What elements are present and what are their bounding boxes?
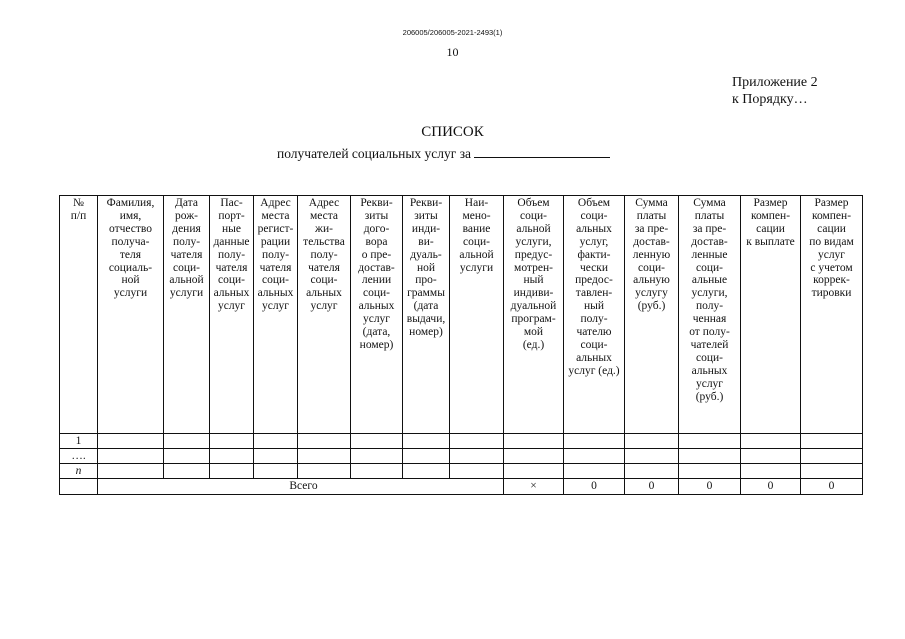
- table-cell: [298, 449, 351, 464]
- table-cell: [403, 449, 450, 464]
- subtitle-text: получателей социальных услуг за: [277, 146, 472, 161]
- total-compensation: 0: [741, 479, 801, 495]
- header-cell: Размер компен- сации к выплате: [741, 196, 801, 434]
- appendix-reference: [732, 74, 818, 108]
- header-cell: Наи- мено- вание соци- альной услуги: [450, 196, 504, 434]
- header-cell: Фамилия, имя, отчество получа- теля социаль- ной услуги: [98, 196, 164, 434]
- row-number: 1: [60, 434, 98, 449]
- table-row: [60, 449, 863, 464]
- recipients-table: [59, 195, 863, 495]
- period-blank-line: [474, 145, 610, 158]
- total-fee-received: 0: [679, 479, 741, 495]
- header-cell: Сумма платы за пре- достав- ленные соци- альные услуги, полу- ченная от полу- чателей соци- альных услуг (руб.): [679, 196, 741, 434]
- table-cell: [164, 434, 210, 449]
- table-cell: [403, 434, 450, 449]
- table-cell: [60, 479, 98, 495]
- total-row: [60, 479, 863, 495]
- header-cell: Дата рож- дения полу- чателя соци- альной услуги: [164, 196, 210, 434]
- table-cell: [801, 449, 863, 464]
- table-cell: [98, 434, 164, 449]
- appendix-line-1: Приложение 2: [732, 75, 818, 90]
- total-fee-service: 0: [625, 479, 679, 495]
- page-subtitle: [277, 145, 610, 162]
- page-number: 10: [446, 45, 459, 59]
- table-cell: [679, 434, 741, 449]
- table-cell: [210, 434, 254, 449]
- table-cell: [450, 464, 504, 479]
- page-title: СПИСОК: [421, 124, 484, 140]
- document-id: 206005/206005-2021-2493(1): [402, 28, 503, 37]
- total-label: Всего: [98, 479, 504, 495]
- total-volume-planned: ×: [504, 479, 564, 495]
- table-cell: [625, 434, 679, 449]
- table-row: [60, 464, 863, 479]
- total-compensation-adjusted: 0: [801, 479, 863, 495]
- table-cell: [625, 464, 679, 479]
- table-cell: [564, 464, 625, 479]
- table-cell: [254, 464, 298, 479]
- table-cell: [164, 464, 210, 479]
- table-cell: [564, 449, 625, 464]
- table-cell: [679, 449, 741, 464]
- table-cell: [98, 449, 164, 464]
- table-cell: [741, 464, 801, 479]
- table-cell: [679, 464, 741, 479]
- header-cell: Сумма платы за пре- достав- ленную соци- альную услугу (руб.): [625, 196, 679, 434]
- table-cell: [450, 449, 504, 464]
- table-cell: [625, 449, 679, 464]
- header-cell: Рекви- зиты инди- ви- дуаль- ной про- граммы (дата выдачи, номер): [403, 196, 450, 434]
- table-cell: [351, 434, 403, 449]
- table-cell: [504, 464, 564, 479]
- table-cell: [298, 434, 351, 449]
- table-cell: [351, 449, 403, 464]
- header-cell: Объем соци- альных услуг, факти- чески предос- тавлен- ный полу- чателю соци- альных услуг (ед.): [564, 196, 625, 434]
- table-cell: [504, 434, 564, 449]
- table-cell: [504, 449, 564, 464]
- table-cell: [403, 464, 450, 479]
- table-cell: [801, 434, 863, 449]
- table-cell: [254, 449, 298, 464]
- table-cell: [210, 464, 254, 479]
- table-cell: [450, 434, 504, 449]
- table-cell: [210, 449, 254, 464]
- header-cell: Объем соци- альной услуги, предус- мотрен- ный индиви- дуальной програм- мой (ед.): [504, 196, 564, 434]
- header-cell: Рекви- зиты дого- вора о пре- достав- лении соци- альных услуг (дата, номер): [351, 196, 403, 434]
- row-number: ….: [60, 449, 98, 464]
- header-cell: № п/п: [60, 196, 98, 434]
- table-cell: [801, 464, 863, 479]
- table-header-row: [60, 196, 863, 434]
- table-cell: [298, 464, 351, 479]
- table-cell: [564, 434, 625, 449]
- table-cell: [164, 449, 210, 464]
- table-cell: [741, 449, 801, 464]
- table-row: [60, 434, 863, 449]
- header-cell: Размер компен- сации по видам услуг с учетом коррек- тировки: [801, 196, 863, 434]
- header-cell: Адрес места регист- рации полу- чателя соци- альных услуг: [254, 196, 298, 434]
- row-number: n: [60, 464, 98, 479]
- table-cell: [254, 434, 298, 449]
- table-cell: [351, 464, 403, 479]
- total-volume-actual: 0: [564, 479, 625, 495]
- table-cell: [741, 434, 801, 449]
- table-cell: [98, 464, 164, 479]
- header-cell: Пас- порт- ные данные полу- чателя соци- альных услуг: [210, 196, 254, 434]
- appendix-line-2: к Порядку…: [732, 92, 808, 107]
- header-cell: Адрес места жи- тельства полу- чателя соци- альных услуг: [298, 196, 351, 434]
